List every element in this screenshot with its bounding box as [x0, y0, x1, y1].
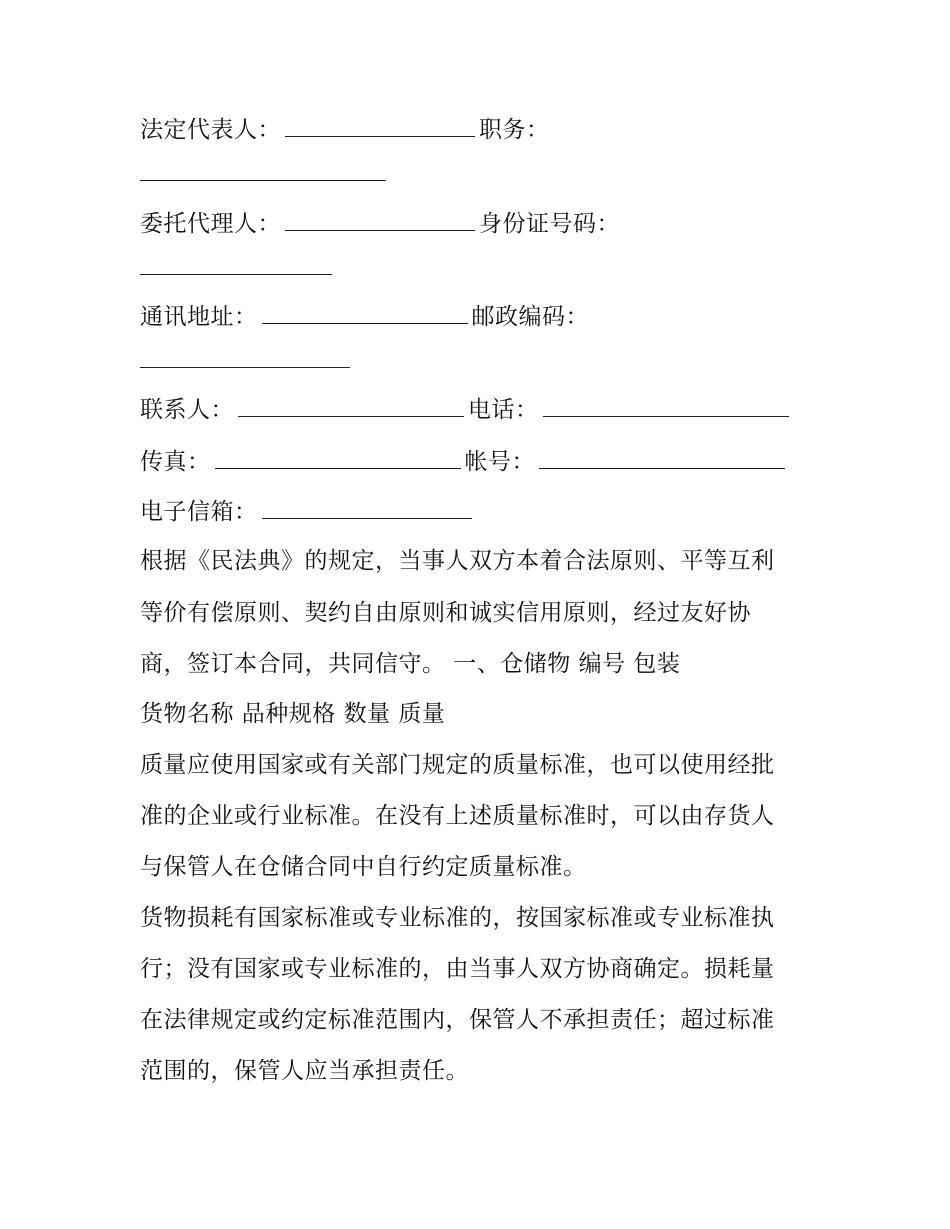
agent-line	[140, 208, 620, 239]
address-line	[140, 301, 589, 332]
phone-blank[interactable]	[543, 394, 789, 417]
fax-blank[interactable]	[215, 446, 461, 469]
position-label: 职务：	[479, 117, 550, 143]
position-line	[140, 158, 390, 189]
address-label: 通讯地址：	[140, 304, 258, 330]
loss-clause-line: 货物损耗有国家标准或专业标准的，按国家标准或专业标准执	[140, 905, 775, 931]
loss-clause-line: 行；没有国家或专业标准的，由当事人双方协商确定。损耗量	[140, 956, 775, 982]
preamble-line: 根据《民法典》的规定，当事人双方本着合法原则、平等互利	[140, 548, 775, 574]
legal-rep-line	[140, 114, 550, 145]
id-line	[140, 252, 336, 283]
agent-blank[interactable]	[285, 208, 475, 231]
address-blank[interactable]	[262, 301, 468, 324]
quality-clause-line: 与保管人在仓储合同中自行约定质量标准。	[140, 854, 587, 880]
postcode-label: 邮政编码：	[471, 304, 589, 330]
fax-line	[140, 446, 789, 477]
preamble-line: 货物名称 品种规格 数量 质量	[140, 701, 446, 727]
account-label: 帐号：	[464, 449, 535, 475]
preamble-line: 商，签订本合同，共同信守。 一、仓储物 编号 包装	[140, 651, 681, 677]
postcode-line	[140, 345, 354, 376]
id-label: 身份证号码：	[479, 211, 620, 237]
postcode-blank[interactable]	[140, 345, 350, 368]
contact-blank[interactable]	[238, 394, 464, 417]
phone-label: 电话：	[468, 397, 539, 423]
fax-label: 传真：	[140, 449, 211, 475]
contact-line	[140, 394, 793, 425]
contact-label: 联系人：	[140, 397, 234, 423]
account-blank[interactable]	[539, 446, 785, 469]
id-blank[interactable]	[140, 252, 332, 275]
quality-clause-line: 准的企业或行业标准。在没有上述质量标准时，可以由存货人	[140, 803, 775, 829]
email-line	[140, 496, 476, 527]
legal-rep-label: 法定代表人：	[140, 117, 281, 143]
email-blank[interactable]	[262, 496, 472, 519]
agent-label: 委托代理人：	[140, 211, 281, 237]
preamble-line: 等价有偿原则、契约自由原则和诚实信用原则，经过友好协	[140, 600, 751, 626]
loss-clause-line: 范围的，保管人应当承担责任。	[140, 1058, 469, 1084]
quality-clause-line: 质量应使用国家或有关部门规定的质量标准，也可以使用经批	[140, 752, 775, 778]
position-blank[interactable]	[140, 158, 386, 181]
email-label: 电子信箱：	[140, 499, 258, 525]
loss-clause-line: 在法律规定或约定标准范围内，保管人不承担责任；超过标准	[140, 1007, 775, 1033]
legal-rep-blank[interactable]	[285, 114, 475, 137]
